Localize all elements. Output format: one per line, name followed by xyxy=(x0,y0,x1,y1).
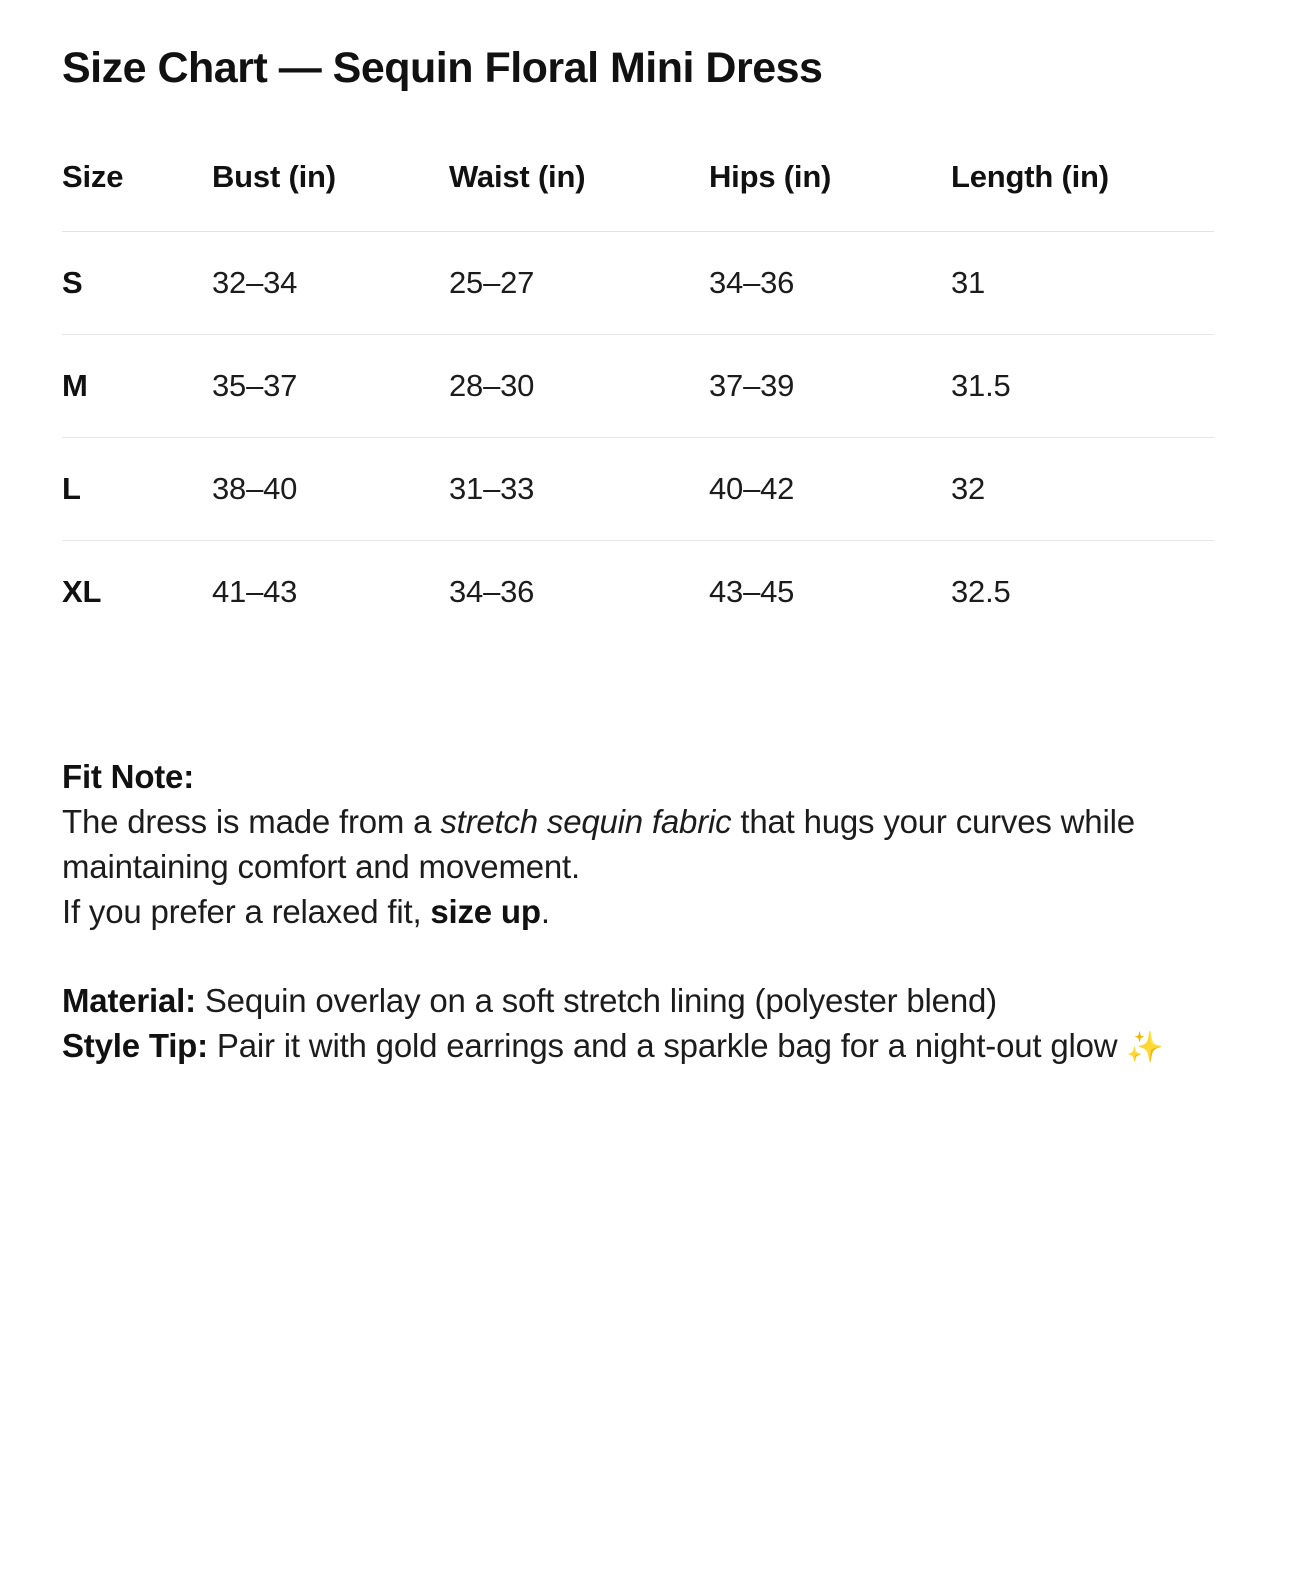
paragraph-spacer xyxy=(62,935,1228,979)
sparkles-icon: ✨ xyxy=(1126,1030,1164,1064)
cell-length: 32 xyxy=(951,438,1214,541)
cell-size: S xyxy=(62,232,212,335)
fit-note-italic-phrase: stretch sequin fabric xyxy=(440,803,732,841)
material-label: Material: xyxy=(62,981,196,1019)
table-row xyxy=(62,541,1214,644)
cell-bust: 35–37 xyxy=(212,335,449,438)
cell-waist: 31–33 xyxy=(449,438,709,541)
style-tip-text: Pair it with gold earrings and a sparkle bag for a night-out glow xyxy=(207,1026,1127,1064)
cell-hips: 40–42 xyxy=(709,438,951,541)
cell-hips: 37–39 xyxy=(709,335,951,438)
column-header-bust: Bust (in) xyxy=(212,159,336,195)
cell-hips: 34–36 xyxy=(709,232,951,335)
size-chart-body xyxy=(62,232,1214,644)
fit-note-label: Fit Note: xyxy=(62,758,195,796)
table-row xyxy=(62,438,1214,541)
table-row xyxy=(62,335,1214,438)
size-up-emphasis: size up xyxy=(430,893,541,931)
notes-section xyxy=(62,755,1228,1068)
column-header-hips: Hips (in) xyxy=(709,159,832,195)
fit-note-label-line xyxy=(62,755,1228,800)
cell-hips: 43–45 xyxy=(709,574,795,610)
cell-bust: 41–43 xyxy=(212,574,298,610)
cell-length: 31.5 xyxy=(951,335,1214,438)
cell-size: XL xyxy=(62,574,102,610)
style-tip-label: Style Tip: xyxy=(62,1026,208,1064)
fit-note-text-before: The dress is made from a xyxy=(62,803,441,841)
cell-waist: 34–36 xyxy=(449,574,535,610)
size-chart-header xyxy=(62,159,1214,232)
size-up-text-before: If you prefer a relaxed fit, xyxy=(62,893,431,931)
cell-length: 31 xyxy=(951,232,1214,335)
table-row xyxy=(62,232,1214,335)
cell-bust: 32–34 xyxy=(212,232,449,335)
material-paragraph xyxy=(62,979,1228,1024)
cell-length: 32.5 xyxy=(951,574,1011,610)
column-header-waist: Waist (in) xyxy=(449,159,586,195)
cell-bust: 38–40 xyxy=(212,438,449,541)
cell-size: L xyxy=(62,438,212,541)
cell-waist: 28–30 xyxy=(449,335,709,438)
cell-size: M xyxy=(62,335,212,438)
size-chart-table xyxy=(62,159,1214,643)
size-up-text-after: . xyxy=(540,893,550,931)
fit-note-size-up-line xyxy=(62,890,1228,935)
fit-note-text-after: that hugs your curves while maintaining comfort and movement. xyxy=(62,803,1135,886)
fit-note-paragraph xyxy=(62,800,1228,890)
column-header-length: Length (in) xyxy=(951,159,1109,195)
page-title: Size Chart — Sequin Floral Mini Dress xyxy=(62,44,823,92)
material-text: Sequin overlay on a soft stretch lining (polyester blend) xyxy=(195,981,997,1019)
table-header-row xyxy=(62,159,1214,232)
column-header-size: Size xyxy=(62,159,124,195)
style-tip-paragraph xyxy=(62,1024,1228,1069)
cell-waist: 25–27 xyxy=(449,232,709,335)
